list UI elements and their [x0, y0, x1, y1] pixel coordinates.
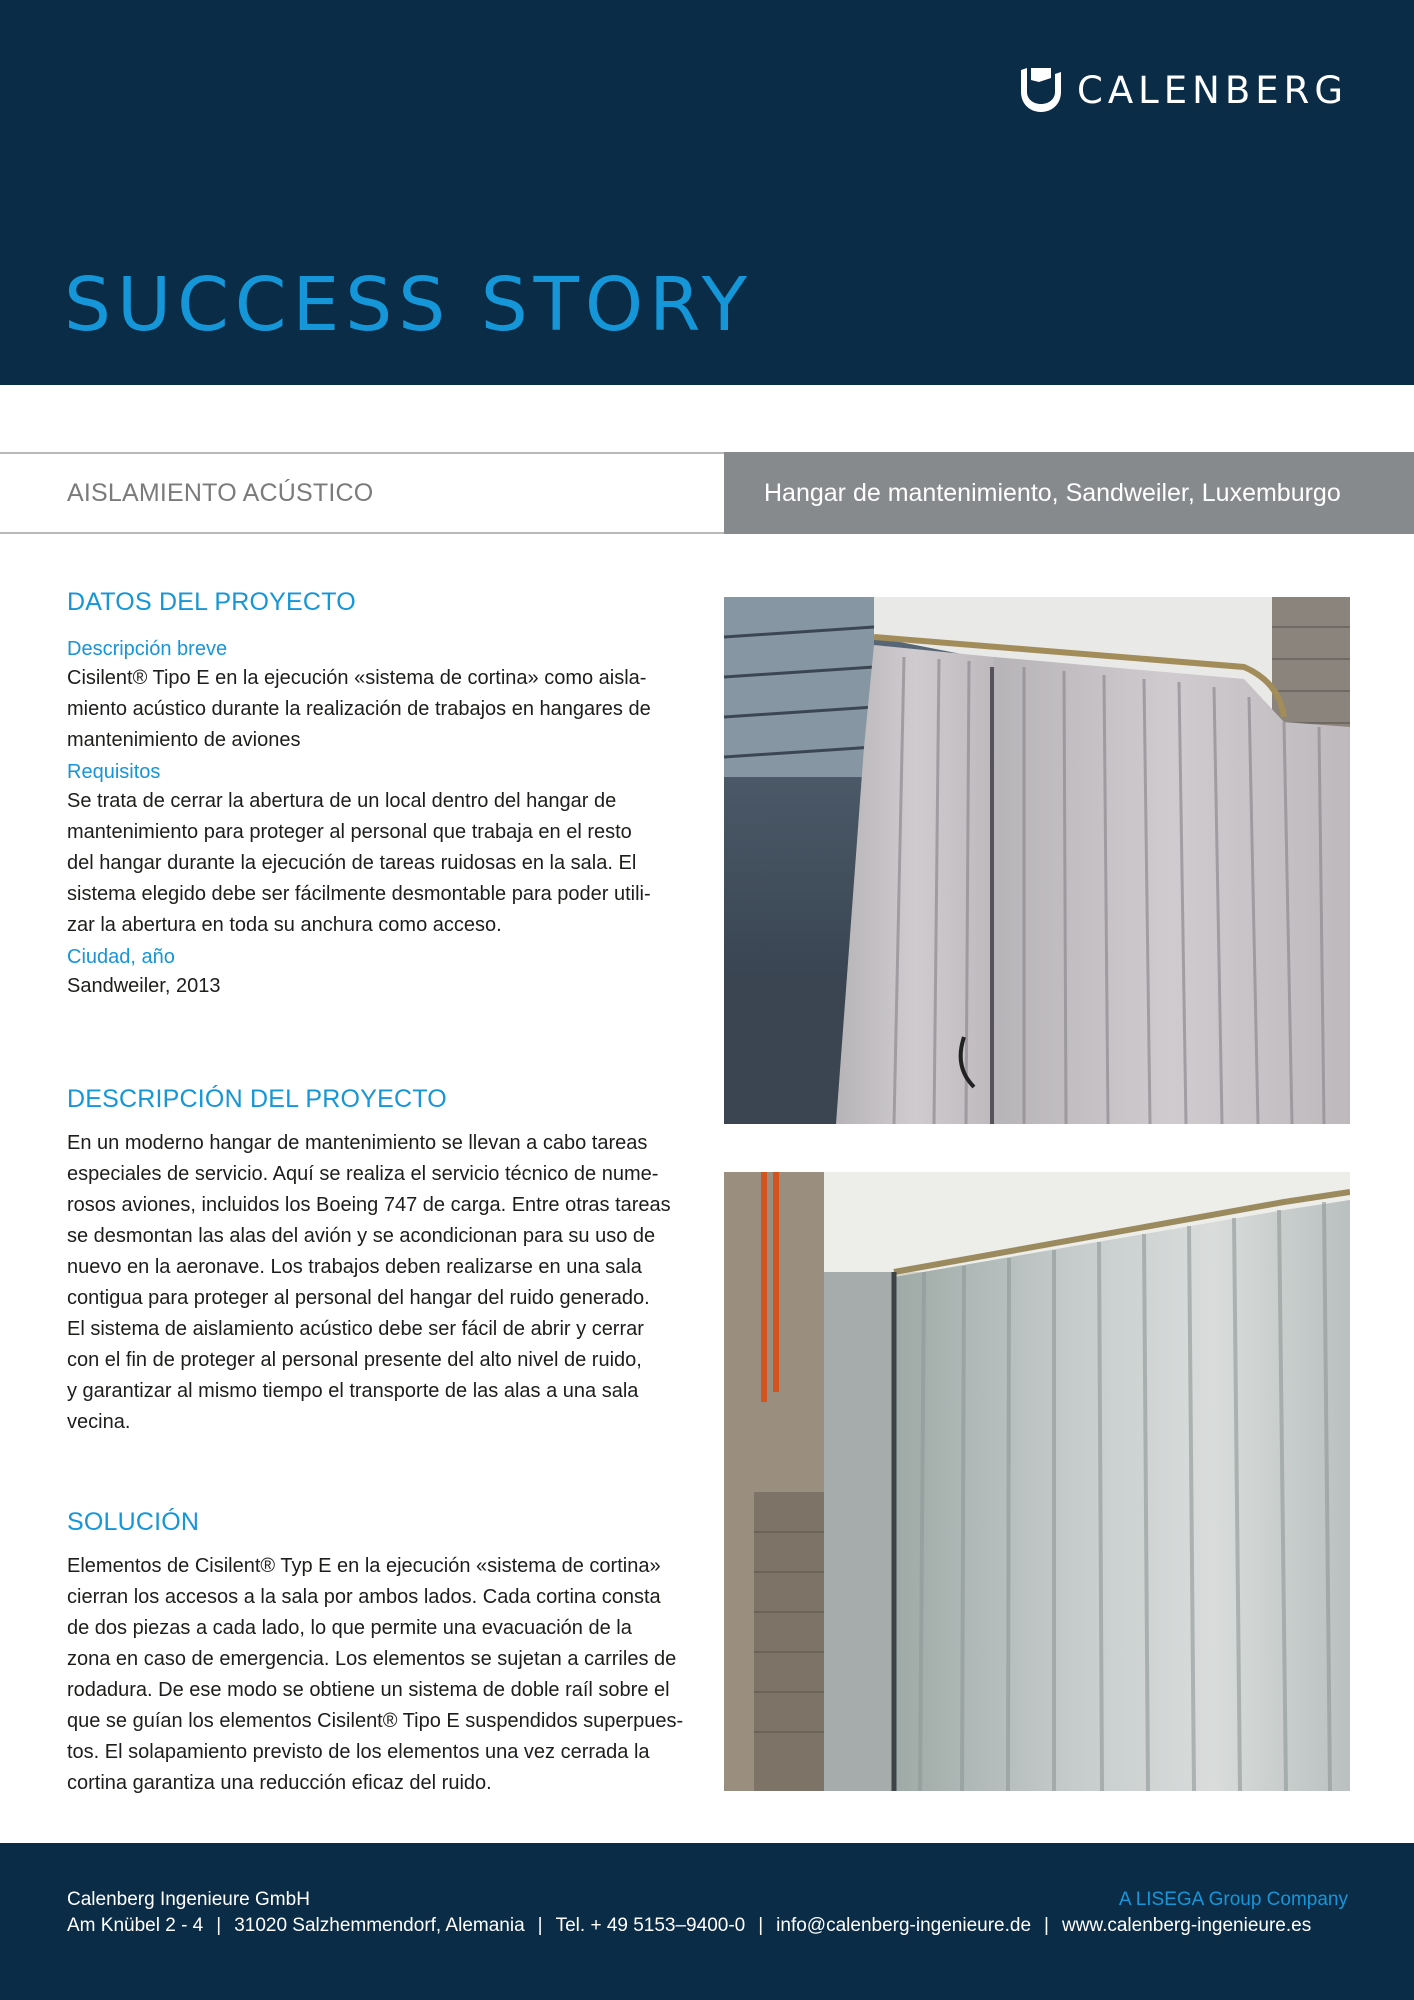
footer-address: Am Knübel 2 - 4: [67, 1915, 204, 1936]
requirements-label: Requisitos: [67, 761, 161, 783]
hangar-curtain-photo-2: [724, 1172, 1350, 1791]
shield-icon: [1019, 66, 1063, 114]
footer: [0, 1843, 1414, 2000]
hangar-curtain-photo-1: [724, 597, 1350, 1124]
city-year-text: Sandweiler, 2013: [67, 975, 221, 997]
footer-city: 31020 Salzhemmendorf, Alemania: [234, 1915, 525, 1936]
solution-section: [67, 1510, 693, 1799]
footer-web-link[interactable]: www.calenberg-ingenieure.es: [1061, 1915, 1312, 1936]
category-label: AISLAMIENTO ACÚSTICO: [67, 478, 374, 507]
footer-group-link[interactable]: A LISEGA Group Company: [1118, 1889, 1348, 1910]
footer-separator: |: [537, 1915, 543, 1936]
page-title: SUCCESS STORY: [64, 262, 754, 348]
footer-email-link[interactable]: info@calenberg-ingenieure.de: [776, 1915, 1032, 1936]
footer-separator: |: [758, 1915, 764, 1936]
footer-separator: |: [1044, 1915, 1049, 1936]
category-band: [0, 452, 1414, 534]
short-description-label: Descripción breve: [67, 638, 228, 660]
project-data-section: [67, 590, 693, 1002]
solution-heading: SOLUCIÓN: [67, 1508, 200, 1536]
project-data-heading: DATOS DEL PROYECTO: [67, 588, 356, 616]
city-year-label: Ciudad, año: [67, 946, 175, 968]
footer-phone[interactable]: Tel. + 49 5153–9400-0: [555, 1915, 746, 1936]
project-description-text: En un moderno hangar de mantenimiento se llevan a cabo tareas especiales de servicio. Aquí se realiza el servicio técnico de nume- rosos aviones, incluidos los Boeing 747 de carga. Entre otras tareas se desmontan las alas del avión y se acondicionan para su uso de nuevo en la aeronave. Los trabajos deben realizarse en una sala contigua para proteger al personal del hangar del ruido generado. El sistema de aislamiento acústico debe ser fácil de abrir y cerrar con el fin de proteger al personal presente del alto nivel de ruido, y garantizar al mismo tiempo el transporte de las alas a una sala vecina.: [67, 1132, 671, 1433]
project-description-section: [67, 1087, 693, 1438]
header-banner: [0, 0, 1414, 385]
logo-wordmark: CALENBERG: [1077, 68, 1348, 112]
project-description-heading: DESCRIPCIÓN DEL PROYECTO: [67, 1085, 447, 1113]
solution-text: Elementos de Cisilent® Typ E en la ejecución «sistema de cortina» cierran los accesos a la sala por ambos lados. Cada cortina consta de dos piezas a cada lado, lo que permite una evacuación de la zona en caso de emergencia. Los elementos se sujetan a carriles de rodadura. De ese modo se obtiene un sistema de doble raíl sobre el que se guían los elementos Cisilent® Tipo E suspendidos superpues- tos. El solapamiento previsto de los elementos una vez cerrada la cortina garantiza una reducción eficaz del ruido.: [67, 1555, 684, 1794]
footer-separator: |: [216, 1915, 222, 1936]
requirements-text: Se trata de cerrar la abertura de un local dentro del hangar de mantenimiento para proteger al personal que trabaja en el resto del hangar durante la ejecución de tareas ruidosas en la sala. El sistema elegido debe ser fácilmente desmontable para poder utili- zar la abertura en toda su anchura como acceso.: [67, 790, 651, 936]
short-description-text: Cisilent® Tipo E en la ejecución «sistema de cortina» como aisla- miento acústico durante la realización de trabajos en hangares de mantenimiento de aviones: [67, 667, 651, 751]
location-label: Hangar de mantenimiento, Sandweiler, Luxemburgo: [724, 452, 1414, 534]
calenberg-logo: [1019, 66, 1348, 114]
footer-contact-line: [67, 1915, 1311, 1937]
footer-company: Calenberg Ingenieure GmbH: [67, 1889, 310, 1910]
